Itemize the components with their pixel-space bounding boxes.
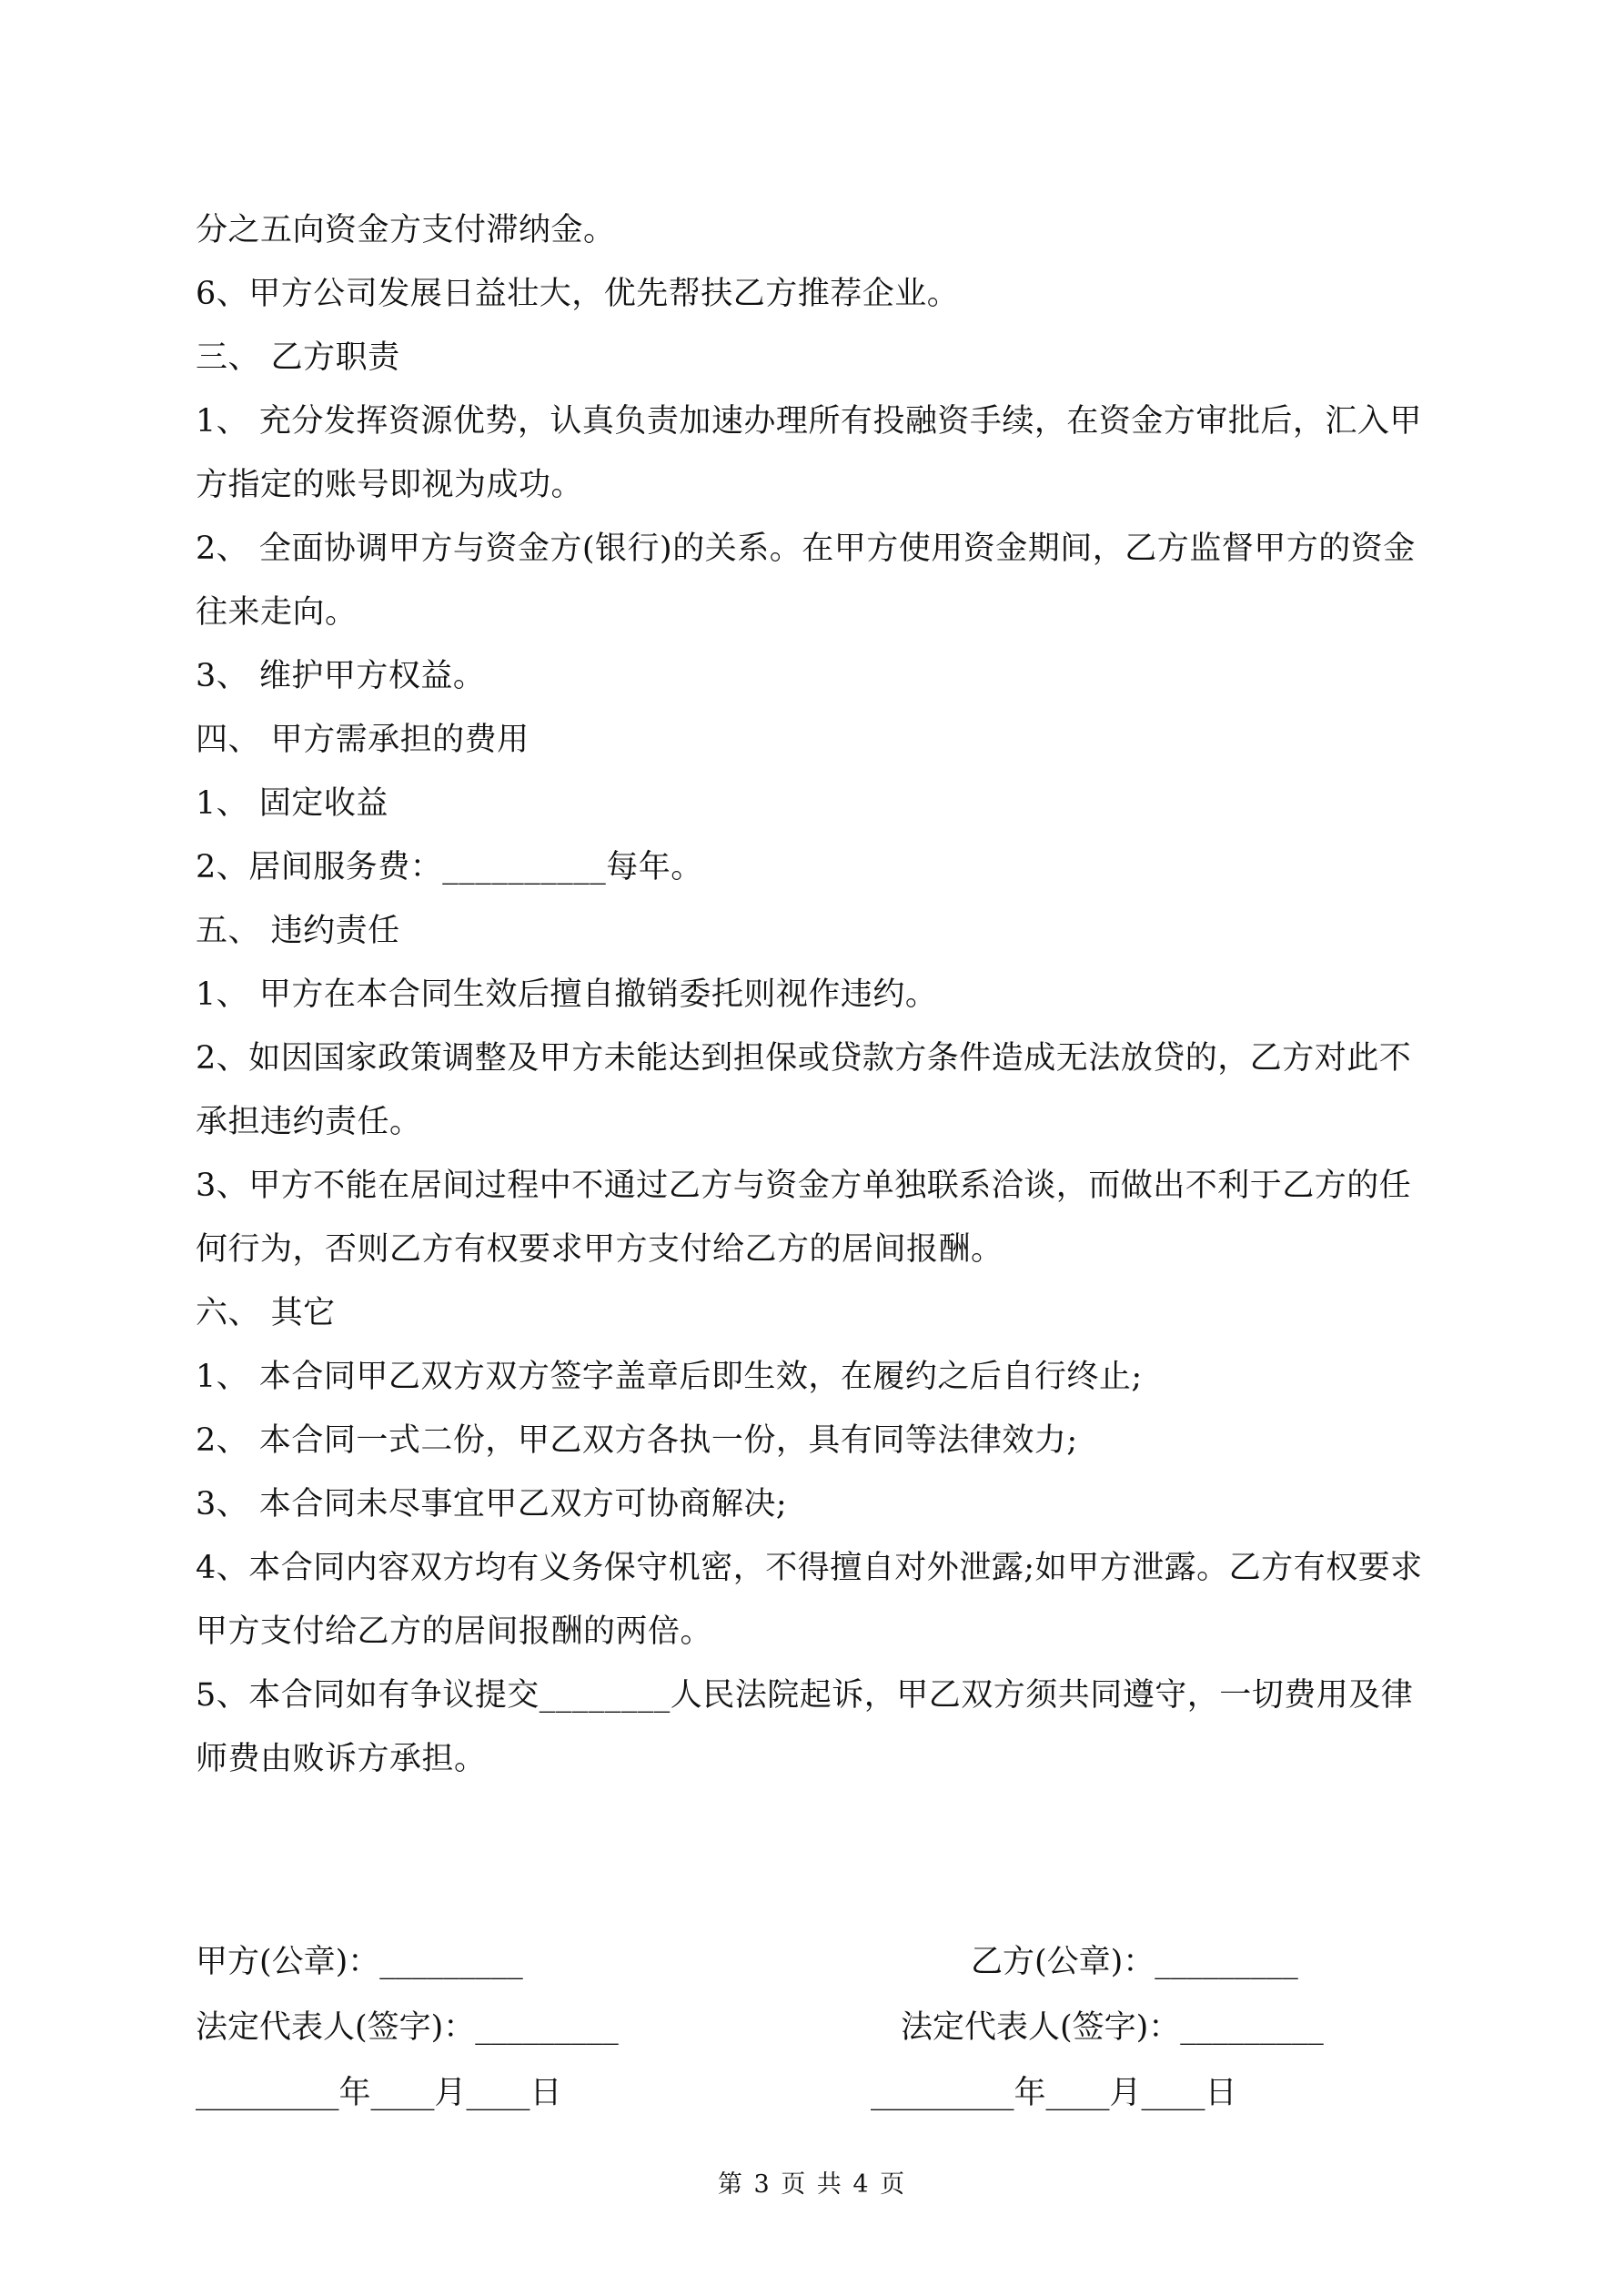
party-b-representative: 法定代表人(签字)：_________ bbox=[901, 2009, 1324, 2046]
text-line: 3、 维护甲方权益。 bbox=[196, 658, 486, 694]
text-line: 2、 本合同一式二份，甲乙双方各执一份，具有同等法律效力; bbox=[196, 1422, 1078, 1459]
text-line: 2、如因国家政策调整及甲方未能达到担保或贷款方条件造成无法放贷的，乙方对此不 bbox=[196, 1040, 1412, 1077]
signature-block bbox=[196, 1929, 1442, 2126]
text-line: 方指定的账号即视为成功。 bbox=[196, 467, 584, 503]
representative-row bbox=[196, 1995, 1442, 2060]
text-line: 分之五向资金方支付滞纳金。 bbox=[196, 212, 616, 248]
page-number: 第 3 页 共 4 页 bbox=[717, 2170, 907, 2199]
section-heading: 四、 甲方需承担的费用 bbox=[196, 722, 530, 758]
text-line: 1、 甲方在本合同生效后擅自撤销委托则视作违约。 bbox=[196, 976, 938, 1013]
text-line: 3、甲方不能在居间过程中不通过乙方与资金方单独联系洽谈，而做出不利于乙方的任 bbox=[196, 1168, 1412, 1204]
text-line: 师费由败诉方承担。 bbox=[196, 1741, 487, 1777]
text-line: 1、 本合同甲乙双方双方签字盖章后即生效，在履约之后自行终止; bbox=[196, 1359, 1143, 1395]
text-line: 4、本合同内容双方均有义务保守机密，不得擅自对外泄露;如甲方泄露。乙方有权要求 bbox=[196, 1550, 1423, 1586]
text-line: 1、 固定收益 bbox=[196, 785, 388, 822]
text-line: 1、 充分发挥资源优势，认真负责加速办理所有投融资手续，在资金方审批后，汇入甲 bbox=[196, 403, 1422, 440]
text-line: 甲方支付给乙方的居间报酬的两倍。 bbox=[196, 1613, 713, 1650]
text-line: 6、甲方公司发展日益壮大，优先帮扶乙方推荐企业。 bbox=[196, 276, 960, 312]
date-row bbox=[196, 2060, 1442, 2126]
section-heading: 五、 违约责任 bbox=[196, 913, 400, 949]
party-a-date: _________年____月____日 bbox=[196, 2075, 562, 2111]
section-heading: 六、 其它 bbox=[196, 1295, 336, 1331]
text-line: 何行为，否则乙方有权要求甲方支付给乙方的居间报酬。 bbox=[196, 1231, 1004, 1268]
contract-body bbox=[196, 198, 1442, 1791]
party-a-representative: 法定代表人(签字)：_________ bbox=[196, 2009, 619, 2046]
text-line: 2、居间服务费：__________每年。 bbox=[196, 849, 703, 885]
section-heading: 三、 乙方职责 bbox=[196, 339, 400, 376]
party-b-date: _________年____月____日 bbox=[871, 2075, 1237, 2111]
text-line: 承担违约责任。 bbox=[196, 1104, 422, 1140]
text-line: 3、 本合同未尽事宜甲乙双方可协商解决; bbox=[196, 1486, 788, 1522]
text-line: 5、本合同如有争议提交________人民法院起诉，甲乙双方须共同遵守，一切费用及律 bbox=[196, 1677, 1414, 1714]
text-line: 往来走向。 bbox=[196, 594, 358, 631]
party-a-seal: 甲方(公章)：_________ bbox=[196, 1944, 523, 1980]
party-b-seal: 乙方(公章)：_________ bbox=[971, 1944, 1298, 1980]
text-line: 2、 全面协调甲方与资金方(银行)的关系。在甲方使用资金期间，乙方监督甲方的资金 bbox=[196, 531, 1416, 567]
seal-row bbox=[196, 1929, 1442, 1995]
